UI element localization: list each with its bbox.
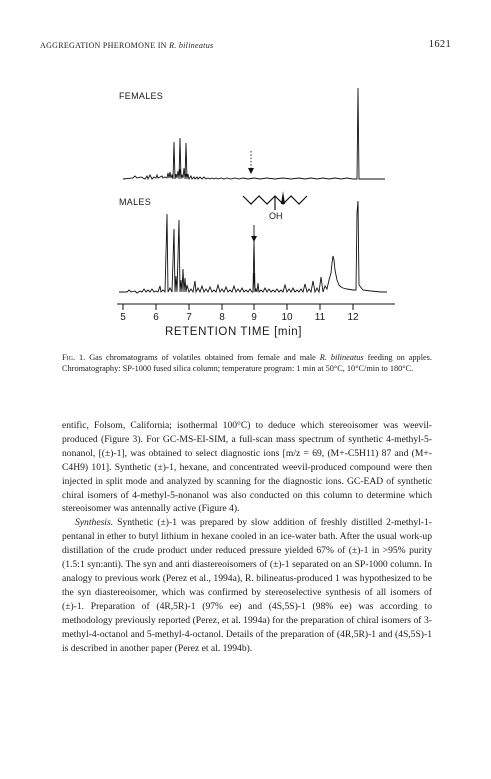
x-tick-label: 9	[251, 312, 257, 323]
figure-caption	[62, 352, 432, 374]
paragraph-2	[62, 516, 432, 655]
x-tick-label: 6	[153, 312, 159, 323]
x-tick-label: 11	[314, 312, 326, 323]
x-tick-label: 8	[219, 312, 225, 323]
page-number: 1621	[428, 39, 451, 50]
x-axis-ticks	[123, 304, 353, 310]
x-tick-label: 10	[281, 312, 293, 323]
chromatogram-figure	[105, 80, 405, 345]
structure-oh-label: OH	[269, 211, 283, 221]
running-header	[40, 41, 451, 50]
molecule-methyl-wedge	[281, 191, 285, 204]
caption-text-a: Gas chromatograms of volatiles obtained from female and male	[89, 353, 316, 362]
females-label: FEMALES	[119, 91, 164, 101]
caption-fig-label: Fig. 1.	[62, 353, 86, 362]
running-head-species: R. bilineatus	[169, 41, 214, 50]
x-tick-label: 7	[186, 312, 192, 323]
males-arrowhead-icon	[251, 236, 257, 242]
caption-text-b: feeding on apples. Chromatography: SP-1000 fused silica column; temperature program: 1 min at 50°C, 10°C/min to 180°C.	[62, 353, 432, 373]
females-arrowhead-icon	[248, 168, 254, 174]
synthesis-text: Synthetic (±)-1 was prepared by slow addition of freshly distilled 2-methyl-1-pentanal in ether to butyl lithium in hexane cooled in an ice-water bath. After the usual work-up distillation of the crude product under reduced pressure yielded 67% of (±)-1 in >95% purity (1.5:1 syn:anti). The syn and anti diastereoisomers of (±)-1 separated on an SP-1000 column. In analogy to previous work (Perez et al., 1994a), R. bilineatus-produced 1 was hypothesized to be the syn diastereoisomer, which was confirmed by stereoselective synthesis of all isomers of (±)-1. Preparation of (4R,5R)-1 (97% ee) and (4S,5S)-1 (98% ee) was according to methodology previously reported (Perez, et al. 1994a) for the preparation of chiral isomers of 3-methyl-4-octanol and 5-methyl-4-octanol. Details of the preparation of (4R,5R)-1 and (4S,5S)-1 is described in another paper (Perez et al. 1994b).	[62, 517, 432, 654]
females-trace	[123, 88, 385, 179]
x-axis-label: RETENTION TIME [min]	[165, 326, 303, 338]
paragraph-1: entific, Folsom, California; isothermal 100°C) to deduce which stereoisomer was weevil-produced (Figure 3). For GC-MS-EI-SIM, a full-scan mass spectrum of synthetic 4-methyl-5-nonanol, [(±)-1], was obtained to select diagnostic ions [m/z = 69, (M+-C5H11) 87 and (M+-C4H9) 101]. Synthetic (±)-1, hexane, and concentrated weevil-produced compound were then injected in split mode and analyzed by scanning for the diagnostic ions. GC-EAD of synthetic chiral isomers of 4-methyl-5-nonanol was also conducted on this column to determine which stereoisomer was antennally active (Figure 4).	[62, 420, 432, 515]
caption-species: R. bilineatus	[319, 353, 364, 362]
males-pheromone-peak	[253, 241, 255, 292]
x-tick-label: 12	[347, 312, 359, 323]
running-head: AGGREGATION PHEROMONE IN R. bilineatus	[40, 41, 214, 50]
males-label: MALES	[119, 197, 152, 207]
chromatogram-svg	[105, 80, 405, 345]
synthesis-heading: Synthesis.	[75, 517, 114, 529]
body-text	[62, 419, 432, 655]
x-tick-label: 5	[120, 312, 126, 323]
